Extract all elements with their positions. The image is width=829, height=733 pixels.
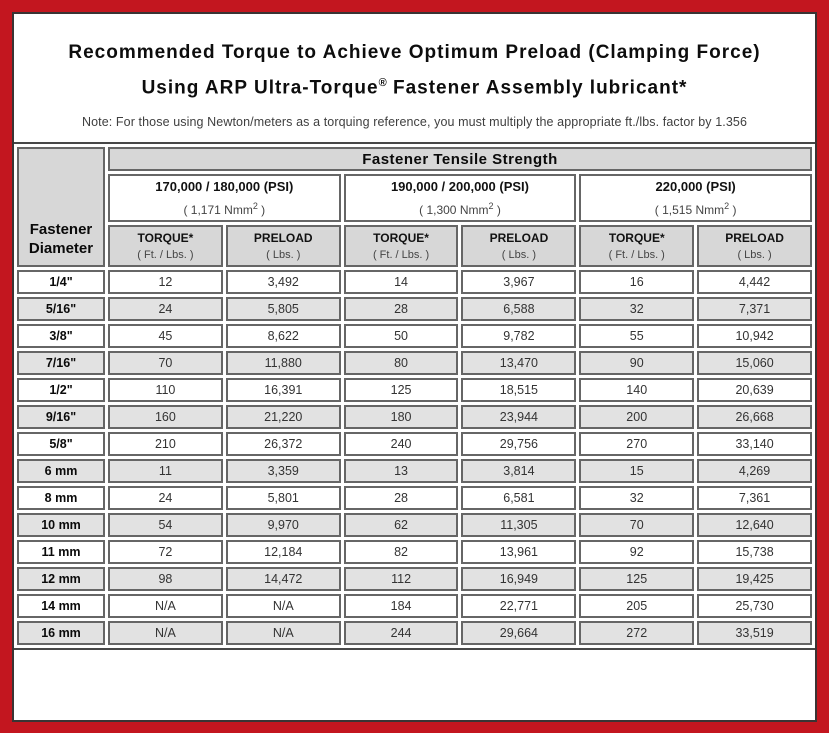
content-panel <box>12 12 817 722</box>
torque-cell: 32 <box>579 486 694 510</box>
header-preload-3 <box>697 225 812 267</box>
torque-cell: 210 <box>108 432 223 456</box>
torque-cell: 272 <box>579 621 694 645</box>
torque-cell: 270 <box>579 432 694 456</box>
corner-header-line-1: Fastener <box>29 221 93 239</box>
table-row <box>17 486 812 510</box>
table-row <box>17 567 812 591</box>
torque-cell: 11 <box>108 459 223 483</box>
preload-cell: 18,515 <box>461 378 576 402</box>
preload-cell: 13,961 <box>461 540 576 564</box>
diameter-cell: 7/16" <box>17 351 105 375</box>
torque-cell: 90 <box>579 351 694 375</box>
torque-cell: 28 <box>344 297 459 321</box>
table-row <box>17 432 812 456</box>
preload-cell: 15,738 <box>697 540 812 564</box>
preload-cell: 26,668 <box>697 405 812 429</box>
preload-cell: 33,140 <box>697 432 812 456</box>
preload-cell: 14,472 <box>226 567 341 591</box>
preload-cell: 16,391 <box>226 378 341 402</box>
preload-cell: 26,372 <box>226 432 341 456</box>
torque-header-label: TORQUE* <box>373 231 429 246</box>
preload-header-unit: ( Lbs. ) <box>266 249 301 262</box>
preload-cell: 23,944 <box>461 405 576 429</box>
header-row-columns <box>17 225 812 267</box>
preload-header-unit: ( Lbs. ) <box>737 249 772 262</box>
diameter-cell: 12 mm <box>17 567 105 591</box>
torque-header-label: TORQUE* <box>608 231 665 246</box>
preload-header-label: PRELOAD <box>253 231 313 246</box>
diameter-cell: 6 mm <box>17 459 105 483</box>
title-line-2-text: Using ARP Ultra-Torque <box>141 77 379 99</box>
preload-cell: 12,640 <box>697 513 812 537</box>
preload-cell: 33,519 <box>697 621 812 645</box>
torque-cell: 92 <box>579 540 694 564</box>
nmm-close: ) <box>493 203 501 218</box>
header-psi-group-190-200 <box>344 174 577 222</box>
torque-cell: 160 <box>108 405 223 429</box>
table-row <box>17 540 812 564</box>
preload-cell: 5,801 <box>226 486 341 510</box>
nmm-close: ) <box>257 203 266 218</box>
preload-cell: 10,942 <box>697 324 812 348</box>
torque-cell: 15 <box>579 459 694 483</box>
preload-cell: 7,371 <box>697 297 812 321</box>
torque-table <box>14 144 815 648</box>
table-row <box>17 621 812 645</box>
torque-cell: 62 <box>344 513 459 537</box>
nmm-superscript: 2 <box>252 201 258 212</box>
nmm-superscript: 2 <box>488 201 494 212</box>
header-preload-2 <box>461 225 576 267</box>
table-row <box>17 405 812 429</box>
torque-cell: 32 <box>579 297 694 321</box>
preload-cell: 5,805 <box>226 297 341 321</box>
table-row <box>17 351 812 375</box>
preload-cell: N/A <box>226 594 341 618</box>
torque-cell: 244 <box>344 621 459 645</box>
torque-cell: 110 <box>108 378 223 402</box>
torque-cell: 112 <box>344 567 459 591</box>
corner-header-line-2: Diameter <box>28 240 94 258</box>
title-line-1: Recommended Torque to Achieve Optimum Preload (Clamping Force) <box>68 42 761 63</box>
torque-header-unit: ( Ft. / Lbs. ) <box>608 249 665 262</box>
torque-cell: 140 <box>579 378 694 402</box>
preload-cell: 29,756 <box>461 432 576 456</box>
registered-trademark-symbol: ® <box>378 77 387 89</box>
corner-header-fastener-diameter <box>17 147 105 267</box>
newton-meters-note: Note: For those using Newton/meters as a torquing reference, you must multiply the appropriate ft./lbs. factor by 1.356 <box>81 115 747 130</box>
torque-cell: 82 <box>344 540 459 564</box>
torque-header-unit: ( Ft. / Lbs. ) <box>372 249 430 262</box>
preload-cell: 13,470 <box>461 351 576 375</box>
diameter-cell: 14 mm <box>17 594 105 618</box>
preload-cell: N/A <box>226 621 341 645</box>
torque-cell: 55 <box>579 324 694 348</box>
preload-cell: 9,782 <box>461 324 576 348</box>
torque-cell: 200 <box>579 405 694 429</box>
nmm-superscript: 2 <box>724 201 730 212</box>
torque-cell: 125 <box>344 378 459 402</box>
torque-cell: 24 <box>108 486 223 510</box>
table-row <box>17 378 812 402</box>
nmm-value: ( 1,515 Nmm <box>654 203 725 218</box>
table-row <box>17 459 812 483</box>
preload-header-label: PRELOAD <box>725 231 784 246</box>
torque-cell: 12 <box>108 270 223 294</box>
torque-cell: 205 <box>579 594 694 618</box>
psi-label: 190,000 / 200,000 (PSI) <box>390 179 529 195</box>
torque-cell: 70 <box>108 351 223 375</box>
torque-cell: 24 <box>108 297 223 321</box>
torque-cell: 50 <box>344 324 459 348</box>
preload-cell: 21,220 <box>226 405 341 429</box>
table-row <box>17 270 812 294</box>
torque-cell: 14 <box>344 270 459 294</box>
preload-cell: 15,060 <box>697 351 812 375</box>
diameter-cell: 8 mm <box>17 486 105 510</box>
preload-cell: 6,581 <box>461 486 576 510</box>
torque-spec-table <box>14 142 815 650</box>
torque-cell: 180 <box>344 405 459 429</box>
torque-cell: 45 <box>108 324 223 348</box>
table-row <box>17 513 812 537</box>
title-line-2-suffix: Fastener Assembly lubricant* <box>386 77 688 99</box>
preload-cell: 16,949 <box>461 567 576 591</box>
diameter-cell: 9/16" <box>17 405 105 429</box>
preload-cell: 20,639 <box>697 378 812 402</box>
torque-cell: 125 <box>579 567 694 591</box>
title-line-2 <box>14 68 815 103</box>
nmm-label <box>110 201 339 217</box>
preload-cell: 3,814 <box>461 459 576 483</box>
preload-cell: 6,588 <box>461 297 576 321</box>
preload-cell: 8,622 <box>226 324 341 348</box>
preload-cell: 11,880 <box>226 351 341 375</box>
torque-cell: 13 <box>344 459 459 483</box>
nmm-close: ) <box>729 203 737 218</box>
preload-header-unit: ( Lbs. ) <box>501 249 537 262</box>
torque-cell: 72 <box>108 540 223 564</box>
preload-cell: 7,361 <box>697 486 812 510</box>
page-title <box>14 14 815 103</box>
diameter-cell: 16 mm <box>17 621 105 645</box>
preload-cell: 4,442 <box>697 270 812 294</box>
preload-cell: 4,269 <box>697 459 812 483</box>
nmm-value: ( 1,300 Nmm <box>419 203 489 218</box>
psi-label: 220,000 (PSI) <box>655 179 736 195</box>
torque-cell: 16 <box>579 270 694 294</box>
nmm-label <box>346 201 575 217</box>
header-torque-1 <box>108 225 223 267</box>
torque-cell: 184 <box>344 594 459 618</box>
header-preload-1 <box>226 225 341 267</box>
preload-cell: 22,771 <box>461 594 576 618</box>
torque-cell: 240 <box>344 432 459 456</box>
diameter-cell: 1/4" <box>17 270 105 294</box>
torque-cell: 28 <box>344 486 459 510</box>
header-psi-group-220 <box>579 174 812 222</box>
psi-label: 170,000 / 180,000 (PSI) <box>155 179 294 195</box>
header-row-psi-groups <box>17 174 812 222</box>
preload-cell: 3,492 <box>226 270 341 294</box>
preload-cell: 3,967 <box>461 270 576 294</box>
torque-cell: 70 <box>579 513 694 537</box>
torque-header-label: TORQUE* <box>137 231 194 246</box>
torque-header-unit: ( Ft. / Lbs. ) <box>137 249 194 262</box>
diameter-cell: 5/16" <box>17 297 105 321</box>
torque-cell: 80 <box>344 351 459 375</box>
table-row <box>17 594 812 618</box>
diameter-cell: 5/8" <box>17 432 105 456</box>
preload-header-label: PRELOAD <box>489 231 549 246</box>
preload-cell: 9,970 <box>226 513 341 537</box>
preload-cell: 25,730 <box>697 594 812 618</box>
diameter-cell: 11 mm <box>17 540 105 564</box>
table-row <box>17 297 812 321</box>
diameter-cell: 1/2" <box>17 378 105 402</box>
diameter-cell: 10 mm <box>17 513 105 537</box>
torque-cell: N/A <box>108 621 223 645</box>
preload-cell: 19,425 <box>697 567 812 591</box>
header-row-main <box>17 147 812 171</box>
nmm-label <box>581 201 810 217</box>
preload-cell: 3,359 <box>226 459 341 483</box>
preload-cell: 11,305 <box>461 513 576 537</box>
preload-cell: 12,184 <box>226 540 341 564</box>
torque-cell: 98 <box>108 567 223 591</box>
header-torque-2 <box>344 225 459 267</box>
table-row <box>17 324 812 348</box>
header-psi-group-170-180 <box>108 174 341 222</box>
header-fastener-tensile-strength: Fastener Tensile Strength <box>108 147 812 171</box>
preload-cell: 29,664 <box>461 621 576 645</box>
nmm-value: ( 1,171 Nmm <box>183 203 253 218</box>
torque-cell: 54 <box>108 513 223 537</box>
header-torque-3 <box>579 225 694 267</box>
torque-cell: N/A <box>108 594 223 618</box>
diameter-cell: 3/8" <box>17 324 105 348</box>
